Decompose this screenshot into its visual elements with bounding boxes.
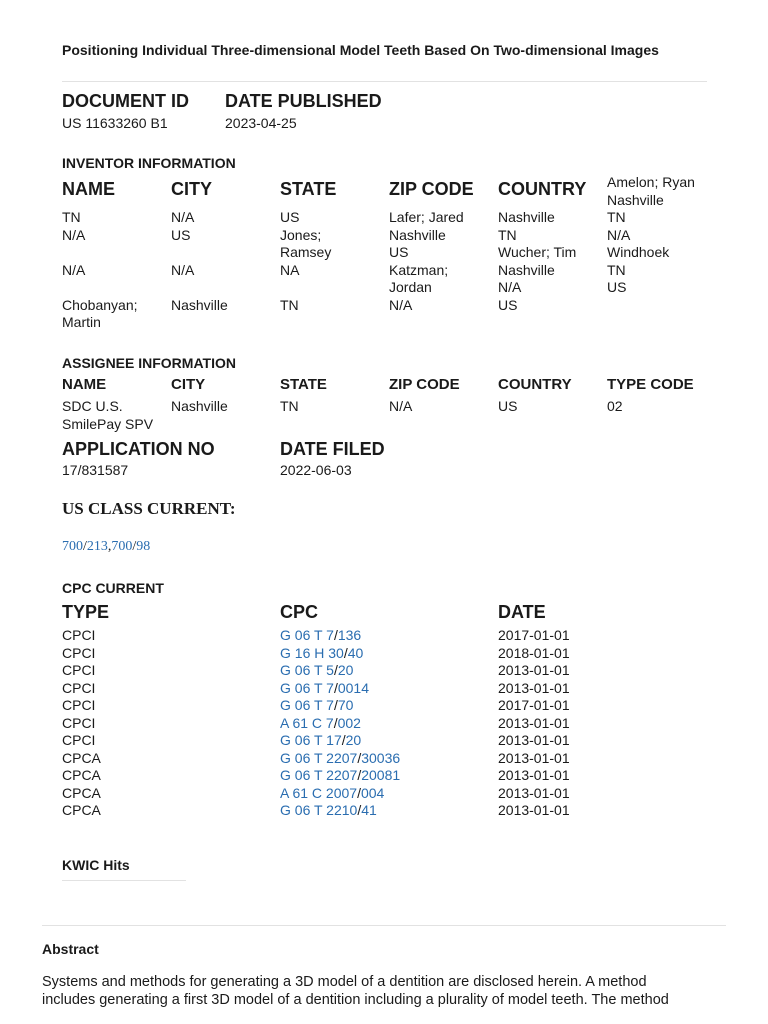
inventor-cell-state: TN <box>280 296 299 313</box>
cpc-main-link[interactable]: G 06 T 2207 <box>280 767 358 783</box>
assignee-header-city: CITY <box>171 376 206 393</box>
kwic-divider <box>62 880 186 881</box>
abstract-label: Abstract <box>42 941 99 957</box>
us-class-label: US CLASS CURRENT: <box>62 499 236 518</box>
cpc-sub-link[interactable]: 136 <box>337 627 362 643</box>
cpc-code-cell <box>280 662 400 680</box>
cpc-main-link[interactable]: A 61 C 2007 <box>280 784 358 801</box>
cpc-date-cell: 2013-01-01 <box>498 767 570 783</box>
inventor-header-zip: ZIP CODE <box>389 179 474 199</box>
date-published-value: 2023-04-25 <box>225 115 297 131</box>
cpc-code-cell <box>280 732 400 750</box>
inventor-cell-city: Nashville <box>171 296 228 313</box>
cpc-date-cell: 2013-01-01 <box>498 662 570 678</box>
cpc-type-cell: CPCI <box>62 732 96 748</box>
inventor-cell-name: N/A <box>62 226 86 243</box>
cpc-code-cell <box>280 680 400 698</box>
inventor-cell-zip: N/A <box>389 296 413 313</box>
inventor-cell-extra: N/A Windhoek <box>607 226 670 260</box>
inventor-cell-zip: Nashville US <box>389 226 446 260</box>
cpc-sub-link[interactable]: 41 <box>361 802 377 818</box>
inventor-header-state: STATE <box>280 179 337 199</box>
cpc-separator: / <box>333 714 338 731</box>
title-divider <box>62 81 707 82</box>
cpc-main-link[interactable]: G 06 T 7 <box>280 627 334 643</box>
kwic-hits-label[interactable]: KWIC Hits <box>62 857 130 873</box>
assignee-cell-extra: 02 <box>607 398 623 414</box>
date-published-label: DATE PUBLISHED <box>225 91 382 111</box>
cpc-date-cell: 2013-01-01 <box>498 784 570 801</box>
inventor-cell-city: US <box>171 226 191 243</box>
cpc-type-cell: CPCI <box>62 644 96 661</box>
cpc-type-cell: CPCA <box>62 749 101 766</box>
cpc-code-cell <box>280 750 400 768</box>
inventor-overflow-cell: Amelon; Ryan Nashville <box>607 174 695 208</box>
inventor-cell-extra: TN <box>607 209 626 225</box>
inventor-cell-name: Chobanyan; Martin <box>62 296 138 330</box>
document-id-value: US 11633260 B1 <box>62 115 168 131</box>
cpc-main-link[interactable]: G 06 T 5 <box>280 662 334 678</box>
cpc-code-cell <box>280 645 400 663</box>
abstract-line: includes generating a first 3D model of a dentition including a plurality of model teeth. The method <box>42 992 669 1008</box>
cpc-separator: / <box>357 767 362 783</box>
cpc-code-column <box>280 627 400 820</box>
inventor-cell-state: Jones; Ramsey <box>280 226 332 260</box>
cpc-header-cpc: CPC <box>280 602 319 622</box>
cpc-sub-link[interactable]: 40 <box>347 644 364 661</box>
assignee-cell-state: TN <box>280 398 299 414</box>
inventor-cell-extra: TN US <box>607 261 627 295</box>
inventor-cell-city: N/A <box>171 209 195 225</box>
inventor-cell-country: Nashville N/A <box>498 261 555 295</box>
cpc-separator: / <box>333 679 338 696</box>
cpc-main-link[interactable]: A 61 C 7 <box>280 714 334 731</box>
cpc-date-cell: 2013-01-01 <box>498 732 570 748</box>
cpc-type-cell: CPCA <box>62 767 101 783</box>
us-class-separator: / <box>132 539 137 554</box>
abstract-divider <box>42 925 726 926</box>
cpc-separator: / <box>343 644 348 661</box>
assignee-header-zip: ZIP CODE <box>389 376 460 393</box>
cpc-sub-link[interactable]: 20 <box>345 732 362 748</box>
us-class-link[interactable]: 213 <box>86 539 108 554</box>
us-class-link[interactable]: 98 <box>136 539 151 554</box>
inventor-cell-name: N/A <box>62 261 86 278</box>
inventor-cell-city: N/A <box>171 261 195 278</box>
document-id-label: DOCUMENT ID <box>62 91 189 111</box>
assignee-cell-country: US <box>498 398 518 414</box>
cpc-date-cell: 2013-01-01 <box>498 679 570 696</box>
inventor-header-country: COUNTRY <box>498 179 587 199</box>
inventor-cell-zip: Katzman; Jordan <box>389 261 449 295</box>
cpc-main-link[interactable]: G 06 T 2207 <box>280 749 358 766</box>
inventor-cell-zip: Lafer; Jared <box>389 209 464 225</box>
cpc-sub-link[interactable]: 70 <box>337 697 354 713</box>
assignee-cell-city: Nashville <box>171 398 228 414</box>
inventor-header-city: CITY <box>171 179 213 199</box>
assignee-header-state: STATE <box>280 376 327 393</box>
us-class-separator: / <box>83 539 87 554</box>
us-class-separator: , <box>107 539 112 554</box>
cpc-type-cell: CPCI <box>62 662 96 678</box>
assignee-section-label: ASSIGNEE INFORMATION <box>62 355 236 371</box>
assignee-header-country: COUNTRY <box>498 376 572 393</box>
cpc-date-cell: 2017-01-01 <box>498 697 570 713</box>
cpc-type-cell: CPCI <box>62 714 96 731</box>
cpc-separator: / <box>333 627 338 643</box>
assignee-cell-zip: N/A <box>389 398 413 414</box>
inventor-header-name: NAME <box>62 179 115 199</box>
cpc-main-link[interactable]: G 06 T 7 <box>280 697 334 713</box>
us-class-link[interactable]: 700 <box>111 539 133 554</box>
abstract-line: Systems and methods for generating a 3D model of a dentition are disclosed herein. A method <box>42 974 647 990</box>
cpc-separator: / <box>357 802 362 818</box>
inventor-section-label: INVENTOR INFORMATION <box>62 155 236 171</box>
inventor-cell-name: TN <box>62 209 81 225</box>
assignee-header-extra: TYPE CODE <box>607 376 694 393</box>
cpc-main-link[interactable]: G 06 T 7 <box>280 679 334 696</box>
cpc-separator: / <box>357 749 362 766</box>
cpc-header-date: DATE <box>498 602 546 622</box>
document-title: Positioning Individual Three-dimensional Model Teeth Based On Two-dimensional Images <box>62 42 659 58</box>
application-no-value: 17/831587 <box>62 462 129 478</box>
cpc-type-cell: CPCA <box>62 784 101 801</box>
cpc-code-cell <box>280 767 400 785</box>
cpc-separator: / <box>357 784 361 801</box>
inventor-cell-country: US <box>498 296 518 313</box>
cpc-separator: / <box>333 697 338 713</box>
application-no-label: APPLICATION NO <box>62 439 215 459</box>
cpc-sub-link[interactable]: 20081 <box>361 767 401 783</box>
cpc-date-cell: 2017-01-01 <box>498 627 570 643</box>
cpc-sub-link[interactable]: 20 <box>337 662 354 678</box>
inventor-cell-state: NA <box>280 261 300 278</box>
cpc-main-link[interactable]: G 06 T 17 <box>280 732 342 748</box>
cpc-type-cell: CPCI <box>62 697 96 713</box>
us-class-values <box>62 539 150 555</box>
cpc-type-column <box>62 627 101 820</box>
cpc-date-cell: 2013-01-01 <box>498 714 570 731</box>
assignee-header-name: NAME <box>62 376 107 393</box>
cpc-type-cell: CPCI <box>62 679 96 696</box>
cpc-main-link[interactable]: G 16 H 30 <box>280 644 344 661</box>
cpc-main-link[interactable]: G 06 T 2210 <box>280 802 358 818</box>
cpc-separator: / <box>341 732 346 748</box>
cpc-date-column <box>498 627 570 820</box>
cpc-date-cell: 2013-01-01 <box>498 802 570 818</box>
cpc-code-cell <box>280 697 400 715</box>
cpc-type-cell: CPCI <box>62 627 96 643</box>
cpc-section-label: CPC CURRENT <box>62 580 164 596</box>
assignee-cell-name: SDC U.S. SmilePay SPV <box>62 398 154 432</box>
date-filed-value: 2022-06-03 <box>280 462 352 478</box>
cpc-sub-link[interactable]: 002 <box>337 714 361 731</box>
cpc-code-cell <box>280 785 400 803</box>
inventor-cell-country: Nashville <box>498 209 555 225</box>
date-filed-label: DATE FILED <box>280 439 385 459</box>
cpc-separator: / <box>333 662 338 678</box>
cpc-header-type: TYPE <box>62 602 110 622</box>
cpc-code-cell <box>280 627 400 645</box>
cpc-sub-link[interactable]: 0014 <box>337 679 370 696</box>
cpc-date-cell: 2013-01-01 <box>498 749 570 766</box>
inventor-cell-state: US <box>280 209 300 225</box>
cpc-code-cell <box>280 715 400 733</box>
cpc-sub-link[interactable]: 30036 <box>361 749 401 766</box>
inventor-cell-country: TN Wucher; Tim <box>498 226 577 260</box>
cpc-date-cell: 2018-01-01 <box>498 644 570 661</box>
abstract-text <box>42 973 742 1009</box>
cpc-sub-link[interactable]: 004 <box>360 784 385 801</box>
us-class-link[interactable]: 700 <box>62 539 83 554</box>
cpc-code-cell <box>280 802 400 820</box>
cpc-type-cell: CPCA <box>62 802 101 818</box>
